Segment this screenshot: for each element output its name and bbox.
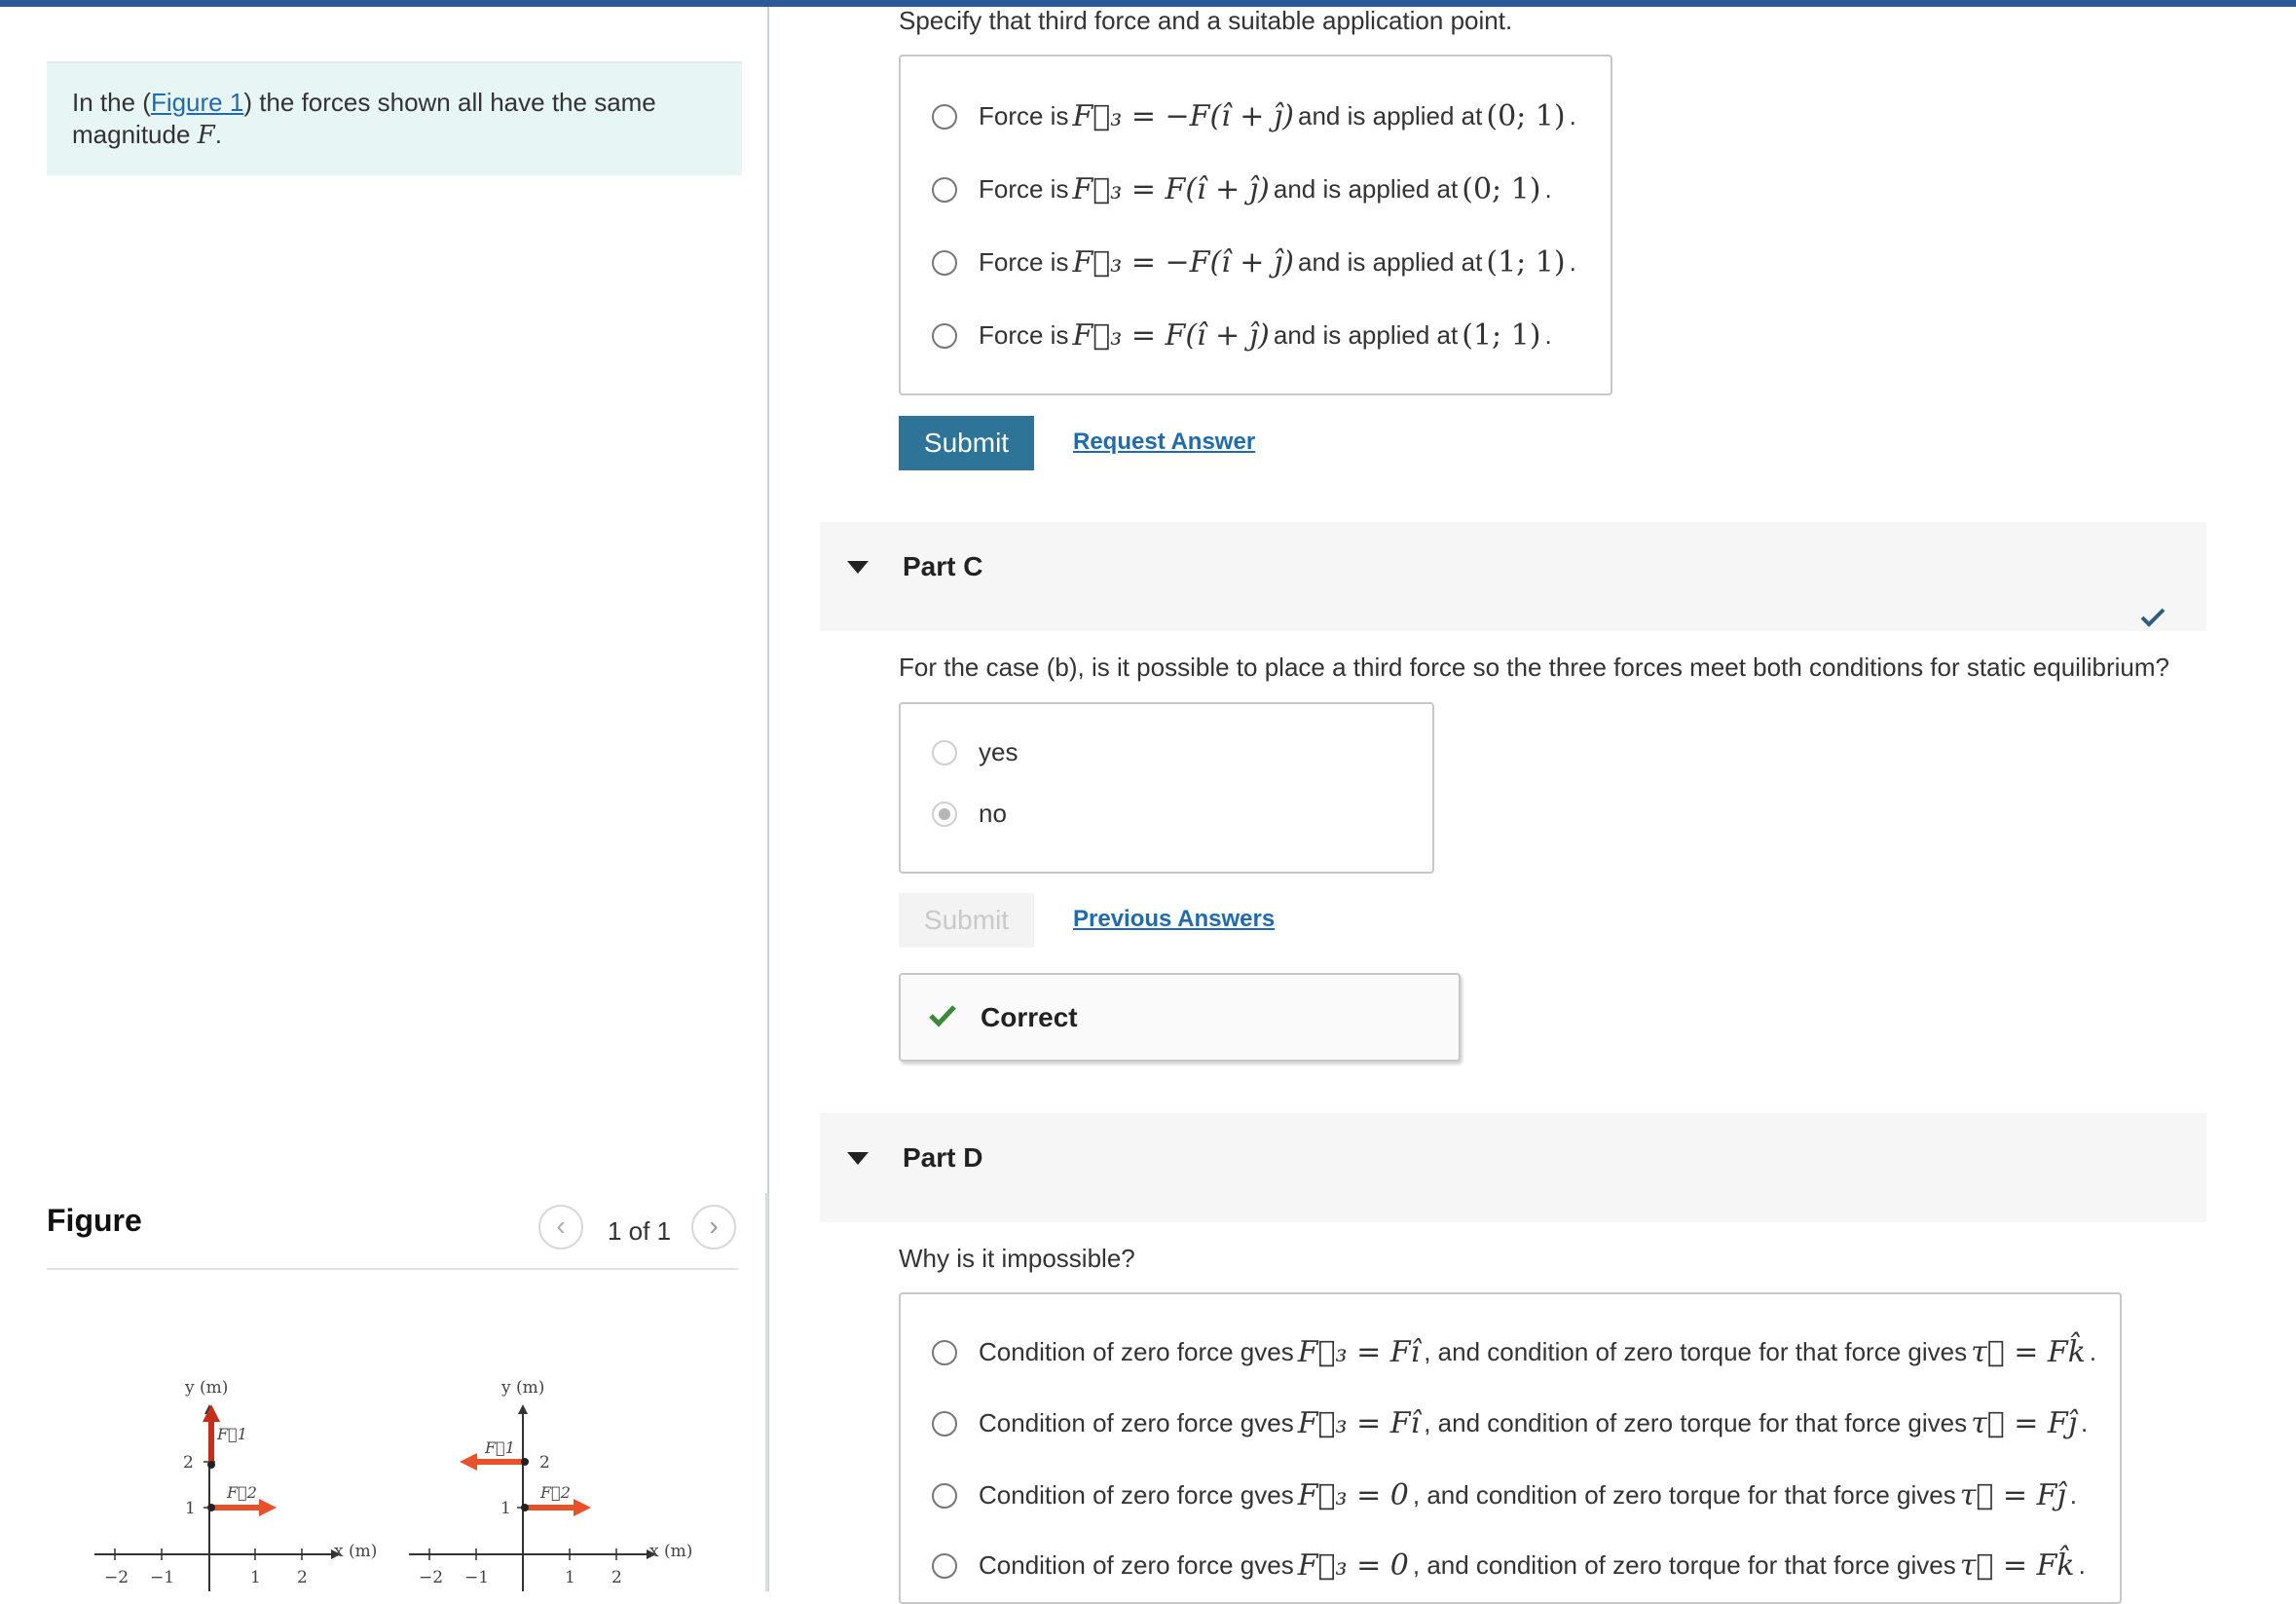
x-tick-label: 1 — [565, 1568, 575, 1587]
x-tick-label: −1 — [464, 1568, 490, 1587]
option-text: and is applied at — [1298, 101, 1483, 131]
option-math: τ⃗ = Fĵ — [1959, 1478, 2066, 1512]
figure-title: Figure — [47, 1203, 142, 1238]
option-math: F⃗₃ = −F(î + ĵ) — [1072, 245, 1294, 280]
figure-link[interactable]: Figure 1 — [150, 88, 244, 117]
option-text: Force is — [979, 320, 1069, 350]
option-text: , and condition of zero torque for that force gives — [1424, 1408, 1968, 1437]
radio-button[interactable] — [932, 1340, 957, 1365]
intro-line2: magnitude — [72, 120, 198, 149]
option-point: (1; 1) — [1486, 245, 1566, 280]
option-text: , and condition of zero torque for that force gives — [1412, 1550, 1956, 1580]
force-f1-arrowhead — [460, 1453, 477, 1471]
intro-end: . — [214, 120, 222, 149]
force-f2-label: F⃗2 — [227, 1483, 257, 1502]
x-axis-label: x (m) — [334, 1542, 378, 1561]
radio-button-selected[interactable] — [932, 802, 957, 827]
option-end: . — [1569, 247, 1576, 277]
option-end: . — [1544, 320, 1552, 350]
part-b-option[interactable] — [932, 318, 1552, 353]
option-math: F⃗₃ = Fî — [1297, 1335, 1421, 1369]
x-tick-label: −1 — [150, 1568, 175, 1587]
option-end: . — [1569, 101, 1576, 131]
part-d-header[interactable] — [820, 1113, 2206, 1222]
option-end: . — [2081, 1408, 2089, 1437]
application-point — [521, 1504, 529, 1511]
option-math: F⃗₃ = F(î + ĵ) — [1072, 172, 1270, 206]
figure-counter: 1 of 1 — [608, 1216, 672, 1246]
application-point — [521, 1458, 529, 1466]
option-text: and is applied at — [1273, 174, 1459, 204]
option-point: (1; 1) — [1462, 318, 1541, 353]
option-math: F⃗₃ = 0 — [1297, 1478, 1409, 1512]
option-math: τ⃗ = Fk̂ — [1971, 1335, 2086, 1369]
option-point: (0; 1) — [1462, 172, 1541, 206]
x-tick-label: −2 — [104, 1568, 130, 1587]
x-tick-label: 2 — [297, 1568, 308, 1587]
y-tick-label: 2 — [183, 1453, 194, 1473]
y-tick-label: 1 — [185, 1499, 196, 1518]
option-point: (0; 1) — [1486, 99, 1566, 133]
option-label: yes — [979, 737, 1018, 766]
option-text: Force is — [979, 174, 1069, 204]
part-c-question: For the case (b), is it possible to place a third force so the three forces meet both conditions for static equilibrium? — [899, 653, 2169, 682]
radio-button[interactable] — [932, 104, 957, 130]
radio-button[interactable] — [932, 177, 957, 203]
option-math: F⃗₃ = 0 — [1297, 1548, 1409, 1583]
figure-image — [47, 1363, 728, 1591]
radio-button[interactable] — [932, 323, 957, 349]
collapse-triangle-icon[interactable] — [847, 561, 869, 574]
option-text: Condition of zero force gves — [979, 1337, 1294, 1366]
radio-button[interactable] — [932, 1411, 957, 1436]
part-d-option[interactable] — [932, 1478, 2077, 1512]
force-f1-label: F⃗1 — [217, 1425, 247, 1443]
part-c-options — [899, 702, 1434, 874]
part-c-label: Part C — [903, 551, 983, 581]
option-end: . — [2078, 1550, 2086, 1580]
option-end: . — [1544, 174, 1552, 204]
option-text: Condition of zero force gves — [979, 1550, 1294, 1580]
part-b-option[interactable] — [932, 245, 1576, 280]
option-math: F⃗₃ = −F(î + ĵ) — [1072, 99, 1294, 133]
option-math: τ⃗ = Fk̂ — [1959, 1548, 2075, 1583]
chevron-left-icon: ‹ — [556, 1211, 566, 1241]
part-b-option[interactable] — [932, 172, 1552, 206]
checkmark-icon — [928, 1004, 957, 1027]
intro-suffix: ) the forces shown all have the same — [243, 88, 656, 117]
figure-plot-a — [94, 1378, 377, 1591]
part-d-question: Why is it impossible? — [899, 1244, 1135, 1273]
option-label: no — [979, 799, 1007, 828]
collapse-triangle-icon[interactable] — [847, 1152, 869, 1165]
force-f2-arrowhead — [574, 1499, 591, 1516]
part-d-option[interactable] — [932, 1406, 2088, 1440]
y-axis-label: y (m) — [185, 1378, 229, 1398]
option-math: F⃗₃ = Fî — [1297, 1406, 1421, 1440]
part-b-option[interactable] — [932, 99, 1576, 133]
part-d-option[interactable] — [932, 1548, 2086, 1583]
radio-button[interactable] — [932, 250, 957, 276]
part-b-submit-button[interactable]: Submit — [899, 416, 1034, 470]
option-end: . — [2069, 1480, 2077, 1510]
option-text: , and condition of zero torque for that force gives — [1424, 1337, 1968, 1366]
x-tick-label: 1 — [250, 1568, 261, 1587]
option-text: and is applied at — [1298, 247, 1483, 277]
application-point — [207, 1461, 215, 1469]
force-f1-label: F⃗1 — [485, 1438, 515, 1457]
part-c-option-no[interactable] — [932, 799, 1007, 829]
figure-plot-b — [409, 1378, 692, 1591]
part-d-label: Part D — [903, 1142, 983, 1173]
intro-prefix: In the ( — [72, 88, 151, 117]
y-axis-arrowhead — [518, 1404, 528, 1414]
figure-next-button[interactable] — [691, 1205, 736, 1250]
part-c-submit-button[interactable]: Submit — [899, 893, 1034, 948]
figure-divider — [47, 1268, 738, 1270]
previous-answers-link[interactable]: Previous Answers — [1073, 906, 1276, 932]
y-axis-label: y (m) — [501, 1378, 545, 1398]
problem-intro — [47, 61, 742, 175]
option-end: . — [2089, 1337, 2097, 1366]
y-tick-label: 2 — [539, 1453, 550, 1473]
part-c-option-yes[interactable] — [932, 737, 1018, 767]
option-text: and is applied at — [1273, 320, 1459, 350]
option-text: , and condition of zero torque for that force gives — [1412, 1480, 1956, 1510]
checkmark-icon — [2140, 608, 2166, 627]
part-d-option[interactable] — [932, 1335, 2096, 1369]
radio-button[interactable] — [932, 1483, 957, 1509]
x-axis-label: x (m) — [649, 1542, 693, 1561]
y-tick-label: 1 — [500, 1499, 511, 1518]
option-text: Force is — [979, 247, 1069, 277]
part-b-question: Specify that third force and a suitable application point. — [899, 6, 1513, 35]
x-tick-label: 2 — [611, 1568, 622, 1587]
option-math: F⃗₃ = F(î + ĵ) — [1072, 318, 1270, 353]
feedback-correct — [899, 973, 1461, 1062]
feedback-text: Correct — [981, 1002, 1078, 1032]
magnitude-symbol: F — [197, 121, 215, 150]
option-math: τ⃗ = Fĵ — [1971, 1406, 2078, 1440]
radio-button[interactable] — [932, 1553, 957, 1579]
panel-divider-handle[interactable] — [765, 1193, 768, 1591]
option-text: Condition of zero force gves — [979, 1480, 1294, 1510]
force-f2-arrowhead — [259, 1499, 277, 1516]
part-b-options — [899, 55, 1612, 395]
part-c-header[interactable] — [820, 522, 2206, 631]
part-d-options — [899, 1292, 2122, 1604]
option-text: Force is — [979, 101, 1069, 131]
force-f2-label: F⃗2 — [540, 1483, 571, 1502]
option-text: Condition of zero force gves — [979, 1408, 1294, 1437]
radio-button[interactable] — [932, 740, 957, 765]
application-point — [207, 1504, 215, 1511]
chevron-right-icon: › — [709, 1211, 719, 1241]
request-answer-link[interactable]: Request Answer — [1073, 429, 1256, 455]
figure-prev-button[interactable] — [538, 1205, 583, 1250]
x-tick-label: −2 — [419, 1568, 444, 1587]
